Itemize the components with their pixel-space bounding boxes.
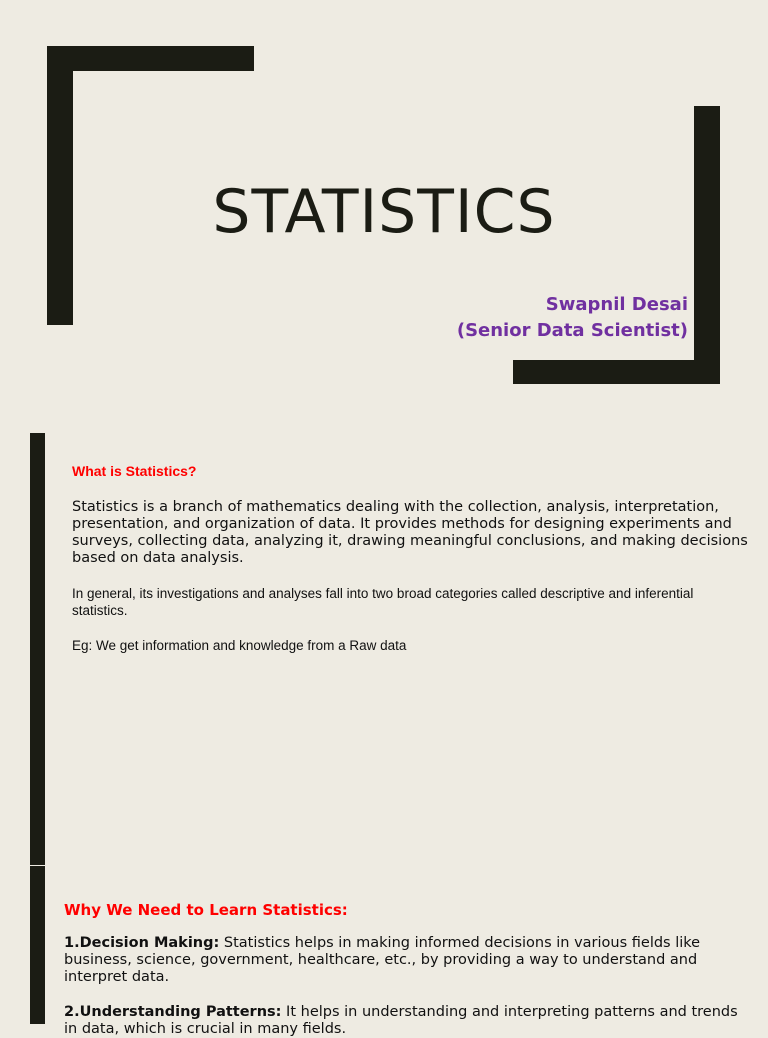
slide-title: STATISTICS	[212, 177, 556, 247]
list-item-text: Statistics helps in making informed decisions in various fields like business, science, government, healthcare, etc., by providing a way to understand and interpret data.	[64, 935, 701, 985]
list-item-label: 1.Decision Making:	[64, 935, 220, 951]
reasons-slide	[0, 866, 768, 1037]
list-item	[64, 935, 744, 986]
slide-heading: What is Statistics?	[72, 463, 197, 479]
frame-bottom-right-horizontal	[513, 360, 720, 384]
frame-top-left-horizontal	[47, 46, 254, 71]
list-item-label: 2.Understanding Patterns:	[64, 1004, 282, 1020]
author-role: (Senior Data Scientist)	[456, 320, 688, 341]
left-accent-bar	[30, 866, 45, 1024]
example-paragraph: Eg: We get information and knowledge from a Raw data	[72, 638, 407, 653]
definition-paragraph: Statistics is a branch of mathematics dealing with the collection, analysis, interpretation, presentation, and organization of data. It provides methods for designing experiments and surveys, collecting data, analyzing it, drawing meaningful conclusions, and making decisions based on data analysis.	[72, 499, 748, 566]
title-slide	[0, 0, 768, 432]
slide-heading: Why We Need to Learn Statistics:	[64, 901, 348, 919]
left-accent-bar	[30, 433, 45, 865]
categories-paragraph: In general, its investigations and analyses fall into two broad categories called descriptive and inferential statistics.	[72, 586, 694, 618]
definition-slide	[0, 432, 768, 865]
list-item	[64, 1004, 744, 1038]
author-name: Swapnil Desai	[545, 294, 688, 315]
list-item-text: It helps in understanding and interpreting patterns and trends in data, which is crucial in many fields.	[64, 1004, 738, 1037]
